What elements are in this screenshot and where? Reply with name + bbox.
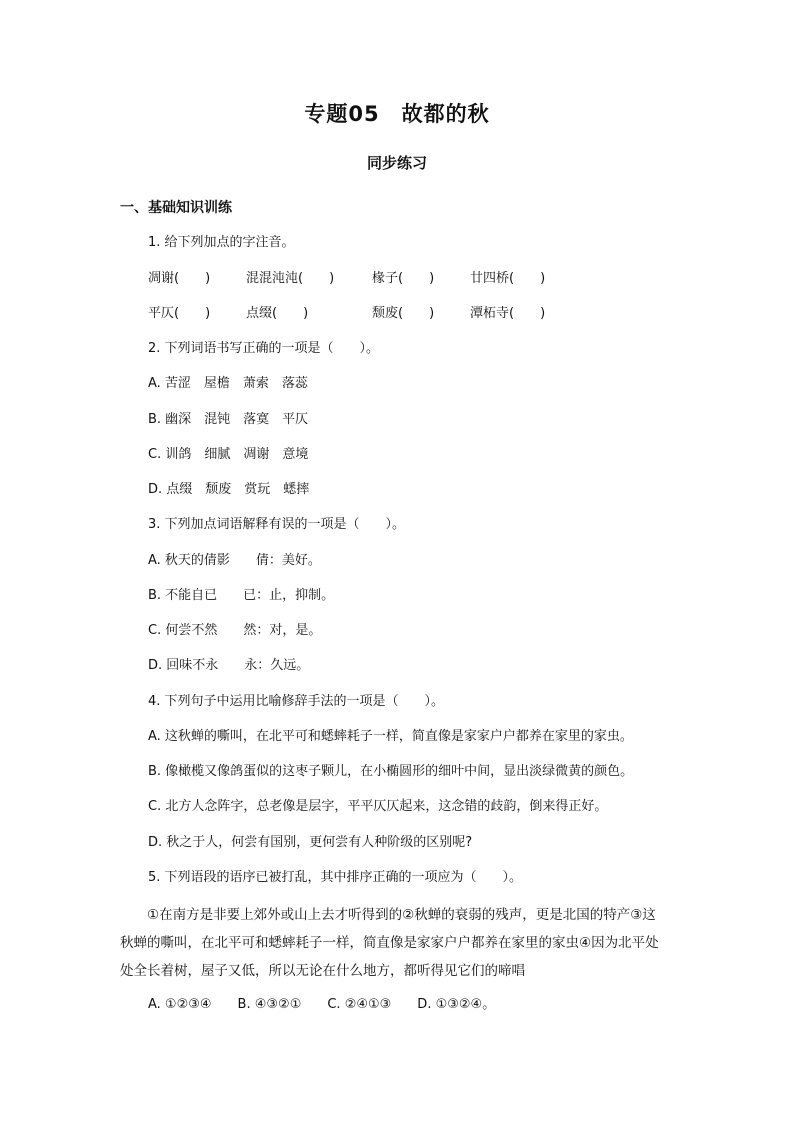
- question-5-stem: 5. 下列语段的语序已被打乱，其中排序正确的一项应为（ ）。: [148, 870, 523, 885]
- option-a: A. 秋天的倩影 倩：美好。: [148, 553, 321, 568]
- passage-line: 处全长着树，屋子又低，所以无论在什么地方，都听得见它们的啼唱: [120, 963, 525, 979]
- section-heading: 一、基础知识训练: [120, 200, 232, 216]
- option-a: A. 苦涩 屋檐 萧索 落蕊: [148, 376, 308, 391]
- option-c: C. 北方人念阵字，总老像是层字，平平仄仄起来，这念错的歧韵，倒来得正好。: [148, 799, 608, 814]
- pinyin-item: 凋谢( ): [148, 271, 211, 286]
- option-b: B. 像橄榄又像鸽蛋似的这枣子颗儿，在小椭圆形的细叶中间，显出淡绿微黄的颜色。: [148, 764, 634, 779]
- option-d: D. 回味不永 永：久远。: [148, 658, 310, 673]
- page-subtitle: 同步练习: [366, 154, 427, 172]
- pinyin-item: 平仄( ): [148, 306, 211, 321]
- option-b: B. 不能自已 已：止，抑制。: [148, 588, 335, 603]
- answer-choices: A. ①②③④ B. ④③②① C. ②④①③ D. ①③②④。: [148, 997, 496, 1012]
- pinyin-item: 潭柘寺( ): [470, 306, 546, 321]
- option-c: C. 何尝不然 然：对，是。: [148, 623, 322, 638]
- passage-line: ①在南方是非要上郊外或山上去才听得到的②秋蝉的衰弱的残声，更是北国的特产③这: [120, 907, 656, 923]
- option-a: A. 这秋蝉的嘶叫，在北平可和蟋蟀耗子一样，简直像是家家户户都养在家里的家虫。: [148, 729, 633, 744]
- option-d: D. 秋之于人，何尝有国别，更何尝有人种阶级的区别呢?: [148, 835, 473, 850]
- option-c: C. 训鸽 细腻 凋谢 意境: [148, 447, 309, 462]
- pinyin-item: 混混沌沌( ): [246, 271, 335, 286]
- pinyin-item: 廿四桥( ): [470, 271, 546, 286]
- option-d: D. 点缀 颓废 赏玩 蟋摔: [148, 482, 310, 497]
- question-2-stem: 2. 下列词语书写正确的一项是（ ）。: [148, 341, 380, 356]
- page-title: 专题05 故都的秋: [304, 102, 490, 126]
- question-4-stem: 4. 下列句子中运用比喻修辞手法的一项是（ ）。: [148, 694, 445, 709]
- pinyin-item: 椽子( ): [372, 271, 435, 286]
- question-3-stem: 3. 下列加点词语解释有误的一项是（ ）。: [148, 517, 406, 532]
- question-1-stem: 1. 给下列加点的字注音。: [148, 235, 295, 250]
- passage-line: 秋蝉的嘶叫，在北平可和蟋蟀耗子一样，简直像是家家户户都养在家里的家虫④因为北平处: [120, 935, 659, 951]
- pinyin-item: 颓废( ): [372, 306, 435, 321]
- option-b: B. 幽深 混钝 落寞 平仄: [148, 412, 309, 427]
- pinyin-item: 点缀( ): [246, 306, 309, 321]
